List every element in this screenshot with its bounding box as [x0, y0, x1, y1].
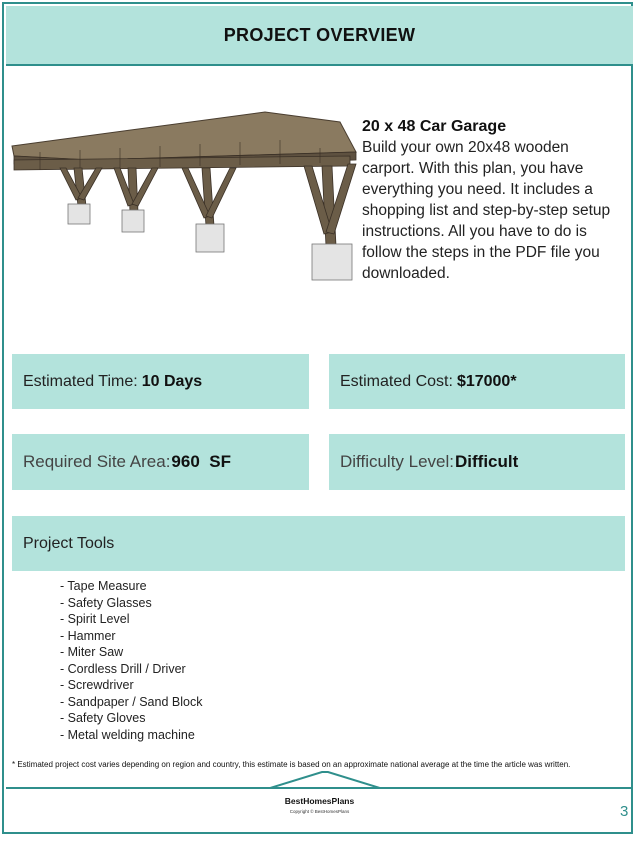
header-bar: [6, 6, 633, 66]
estimated-cost-box: [329, 354, 625, 409]
estimated-time-value: 10 Days: [141, 372, 203, 390]
list-item: - Metal welding machine: [60, 727, 195, 742]
list-item: - Screwdriver: [60, 678, 134, 692]
project-name: 20 x 48 Car Garage: [362, 118, 507, 135]
footer-copyright: Copyright © BestHomesPlans: [289, 809, 350, 814]
site-area-value: 960 SF: [171, 452, 231, 471]
project-tools-heading: Project Tools: [23, 534, 115, 552]
difficulty-value: Difficult: [455, 452, 519, 471]
difficulty-box: [329, 434, 625, 490]
site-area-label: Required Site Area:: [23, 452, 171, 471]
list-item: - Spirit Level: [60, 612, 130, 626]
list-item: - Tape Measure: [60, 579, 147, 593]
list-item: - Sandpaper / Sand Block: [60, 694, 203, 709]
carport-illustration: [10, 108, 358, 288]
project-tools-header: [12, 516, 625, 571]
site-area-box: [12, 434, 309, 490]
page-title: PROJECT OVERVIEW: [223, 24, 416, 45]
tools-list: [60, 578, 202, 743]
list-item: - Hammer: [60, 628, 116, 643]
estimated-time-box: [12, 354, 309, 409]
difficulty-label: Difficulty Level:: [340, 452, 455, 471]
footer-brand: BestHomesPlans: [284, 796, 355, 806]
list-item: - Miter Saw: [60, 645, 124, 659]
list-item: - Safety Gloves: [60, 711, 146, 725]
footer-divider: [6, 787, 633, 789]
project-description: [362, 116, 624, 284]
cost-footnote: * Estimated project cost varies depending on region and country, this estimate is based on an approximate national average at the time the article was written.: [12, 760, 571, 769]
estimated-time-label: Estimated Time:: [23, 372, 138, 390]
estimated-cost-value: $17000*: [456, 372, 517, 390]
page-number: 3: [620, 803, 629, 820]
list-item: - Safety Glasses: [60, 595, 152, 610]
estimated-cost-label: Estimated Cost:: [340, 372, 453, 390]
list-item: - Cordless Drill / Driver: [60, 661, 186, 676]
project-description-text: Build your own 20x48 wooden carport. With this plan, you have everything you need. It includes a shopping list and step-by-step setup instructions. All you have to do is follow the steps in the PDF file you downloaded.: [362, 139, 611, 282]
